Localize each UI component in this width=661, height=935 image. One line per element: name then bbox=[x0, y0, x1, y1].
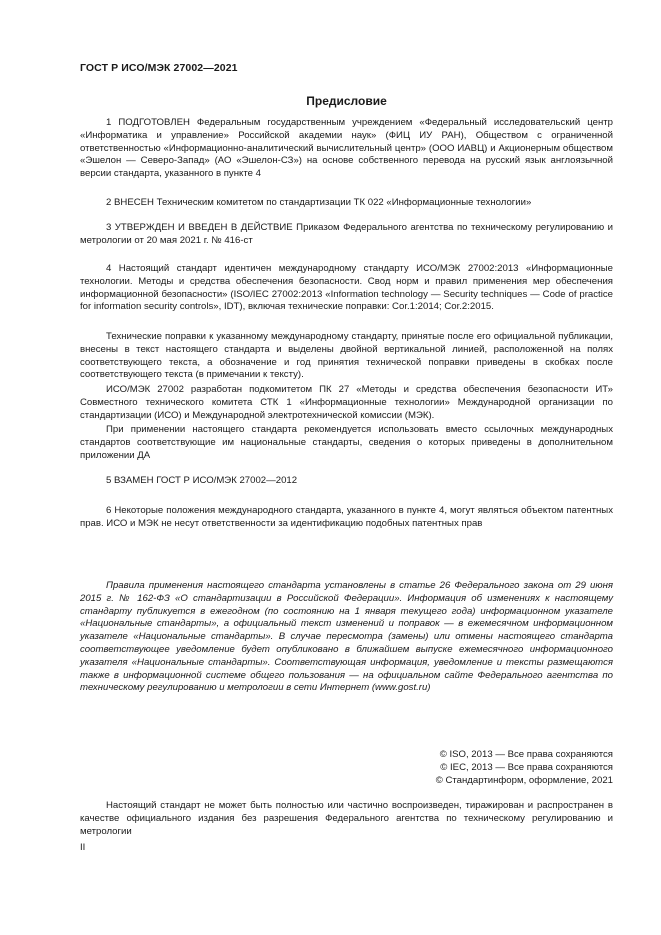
page-number: II bbox=[80, 842, 86, 853]
copyright-iso: © ISO, 2013 — Все права сохраняются bbox=[439, 749, 613, 760]
page-title: Предисловие bbox=[306, 94, 387, 108]
copyright-iec: © IEC, 2013 — Все права сохраняются bbox=[440, 761, 613, 773]
paragraph-4-corrections: Технические поправки к указанному международному стандарту, принятые после его официальной публикации, внесены в текст настоящего стандарта и выделены двойной вертикальной линией, расположенной на полях соответствующего текста, а обозначение и год принятия технической поправки приведены в скобках после соответствующего текста (в примечании к тексту). bbox=[80, 331, 613, 381]
paragraph-6-patents: 6 Некоторые положения международного стандарта, указанного в пункте 4, могут являться объектом патентных прав. ИСО и МЭК не несут ответственности за идентификацию подобных патентных прав bbox=[80, 505, 613, 529]
paragraph-5-replaces: 5 ВЗАМЕН ГОСТ Р ИСО/МЭК 27002—2012 bbox=[106, 475, 298, 486]
document-code-header: ГОСТ Р ИСО/МЭК 27002—2021 bbox=[80, 62, 238, 74]
paragraph-2-submitted: 2 ВНЕСЕН Техническим комитетом по стандартизации ТК 022 «Информационные технологии» bbox=[106, 197, 532, 208]
paragraph-4-application: При применении настоящего стандарта рекомендуется использовать вместо ссылочных международных стандартов соответствующие им национальные стандарты, сведения о которых приведены в дополнительном приложении ДА bbox=[80, 424, 613, 461]
paragraph-4-identical: 4 Настоящий стандарт идентичен международному стандарту ИСО/МЭК 27002:2013 «Информационные технологии. Методы и средства обеспечения безопасности. Свод норм и правил применения мер обеспечения информационной безопасности» (ISO/IEC 27002:2013 «Information technology — Security techniques — Code of practice for information security controls», IDT), включая технические поправки: Cor.1:2014; Cor.2:2015. bbox=[80, 263, 613, 313]
paragraph-3-approved: 3 УТВЕРЖДЕН И ВВЕДЕН В ДЕЙСТВИЕ Приказом Федерального агентства по техническому регулированию и метрологии от 20 мая 2021 г. № 416-ст bbox=[80, 222, 613, 246]
application-rules-notice: Правила применения настоящего стандарта установлены в статье 26 Федерального закона от 29 июня 2015 г. № 162-ФЗ «О стандартизации в Российской Федерации». Информация об изменениях к настоящему стандарту публикуется в ежегодном (по состоянию на 1 января текущего года) информационном указателе «Национальные стандарты», а официальный текст изменений и поправок — в ежемесячном информационном указателе «Национальные стандарты». В случае пересмотра (замены) или отмены настоящего стандарта соответствующее уведомление будет опубликовано в ближайшем выпуске ежемесячного информационного указателя «Национальные стандарты». Соответствующая информация, уведомление и тексты размещаются также в информационной системе общего пользования — на официальном сайте Федерального агентства по техническому регулированию и метрологии в сети Интернет (www.gost.ru) bbox=[80, 580, 613, 694]
copyright-block bbox=[80, 749, 613, 787]
paragraph-4-developer: ИСО/МЭК 27002 разработан подкомитетом ПК 27 «Методы и средства обеспечения безопасности ИТ» Совместного технического комитета СТК 1 «Информационные технологии» Международной организации по стандартизации (ИСО) и Международной электротехнической комиссии (МЭК). bbox=[80, 384, 613, 421]
reproduction-notice: Настоящий стандарт не может быть полностью или частично воспроизведен, тиражирован и распространен в качестве официального издания без разрешения Федерального агентства по техническому регулированию и метрологии bbox=[80, 800, 613, 837]
copyright-standartinform: © Стандартинформ, оформление, 2021 bbox=[435, 774, 613, 786]
paragraph-1-prepared: 1 ПОДГОТОВЛЕН Федеральным государственным учреждением «Федеральный исследовательский центр «Информатика и управление» Российской академии наук» (ФИЦ ИУ РАН), Обществом с ограниченной ответственностью «Информационно-аналитический вычислительный центр» (ООО ИАВЦ) и Акционерным обществом «Эшелон — Северо-Запад» (АО «Эшелон-СЗ») на основе собственного перевода на русский язык англоязычной версии стандарта, указанного в пункте 4 bbox=[80, 117, 613, 180]
